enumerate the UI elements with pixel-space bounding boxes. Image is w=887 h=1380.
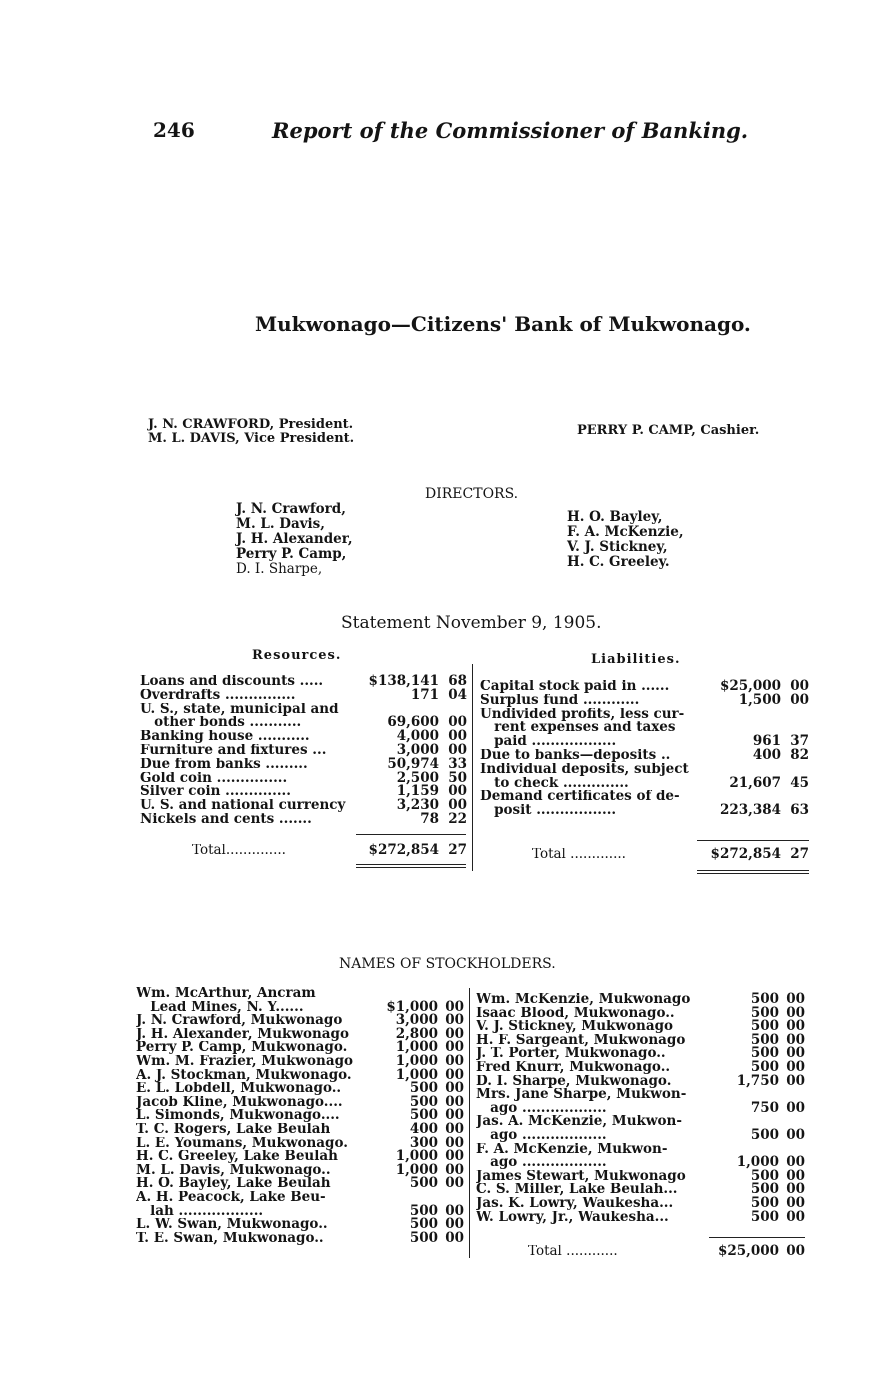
resource-label: Furniture and fixtures ... (140, 743, 327, 758)
liability-label: rent expenses and taxes (480, 721, 676, 736)
vice-president-line: M. L. DAVIS, Vice President. (148, 431, 355, 446)
liabilities-total-dollars: $272,854 (710, 846, 781, 862)
resource-row (140, 686, 467, 703)
stockholder-name: M. L. Davis, Mukwonago.. (136, 1163, 331, 1178)
director-name: H. C. Greeley. (567, 554, 670, 570)
stockholder-cents: 00 (445, 1093, 464, 1110)
resource-label: Loans and discounts ..... (140, 675, 324, 689)
stockholder-cents: 00 (786, 1208, 805, 1225)
stockholder-cents: 00 (445, 998, 464, 1015)
resources-double-rule (356, 867, 466, 868)
stockholder-name: J. H. Alexander, Mukwonago (136, 1027, 350, 1042)
stockholder-name: Wm. McKenzie, Mukwonago (476, 993, 691, 1007)
resource-dollars: 171 (410, 686, 439, 703)
stockholder-name: Lead Mines, N. Y...... (136, 1000, 304, 1015)
director-name: Perry P. Camp, (236, 546, 347, 562)
stockholder-name: E. L. Lobdell, Mukwonago.. (136, 1082, 342, 1096)
stockholder-dollars: 500 (750, 1058, 779, 1075)
stockholder-dollars: 1,000 (395, 1161, 438, 1178)
stockholder-dollars: 1,000 (395, 1052, 438, 1069)
stockholder-dollars: 1,000 (395, 1066, 438, 1083)
liability-dollars: 400 (752, 746, 781, 763)
stockholder-row (476, 1126, 805, 1143)
stockholder-name: H. O. Bayley, Lake Beulah (136, 1177, 331, 1191)
stockholder-name: Wm. M. Frazier, Mukwonago (136, 1054, 354, 1069)
stockholder-dollars: 500 (750, 1126, 779, 1143)
resource-label: Banking house ........... (140, 730, 310, 744)
resource-dollars: 69,600 (387, 714, 439, 731)
stockholder-name: H. C. Greeley, Lake Beulah (136, 1150, 338, 1164)
running-title: Report of the Commissioner of Banking. (272, 118, 749, 143)
stockholder-cents: 00 (445, 1066, 464, 1083)
liability-cents: 63 (790, 802, 809, 819)
liability-dollars: 21,607 (729, 774, 781, 791)
stockholder-cents: 00 (786, 1154, 805, 1171)
resource-dollars: 78 (420, 810, 439, 827)
stockholder-dollars: $1,000 (386, 998, 438, 1015)
stockholders-heading: NAMES OF STOCKHOLDERS. (339, 956, 556, 972)
liability-label: Capital stock paid in ...... (480, 680, 670, 694)
stockholders-left-table (136, 987, 464, 1245)
liabilities-heading: Liabilities. (591, 652, 681, 667)
stockholder-cents: 00 (445, 1052, 464, 1069)
stockholder-dollars: 3,000 (395, 1012, 438, 1029)
page-number: 246 (153, 118, 195, 142)
stockholders-total-dollars: $25,000 (717, 1243, 779, 1259)
stockholder-dollars: 500 (750, 1167, 779, 1184)
liability-label: posit ................. (480, 804, 617, 818)
resource-row (140, 799, 467, 813)
liability-label: Due to banks—deposits .. (480, 748, 671, 763)
director-name: H. O. Bayley, (567, 509, 663, 525)
stockholder-row (136, 1229, 464, 1246)
resources-total-cents: 27 (448, 842, 467, 858)
resource-cents: 33 (448, 755, 467, 772)
liability-dollars: $25,000 (719, 678, 781, 694)
stockholder-cents: 00 (786, 991, 805, 1007)
stockholder-name: H. F. Sargeant, Mukwonago (476, 1033, 686, 1048)
liability-row (480, 746, 809, 763)
resource-label: Due from banks ......... (140, 757, 308, 772)
resource-cents: 04 (448, 686, 467, 703)
director-name: D. I. Sharpe, (236, 561, 323, 577)
liability-dollars: 1,500 (738, 691, 781, 708)
stockholder-name: L. Simonds, Mukwonago.... (136, 1109, 340, 1123)
stockholder-row (476, 1099, 805, 1116)
stockholder-dollars: 400 (409, 1120, 438, 1137)
stockholder-cents: 00 (445, 1120, 464, 1137)
stockholder-name: Jas. K. Lowry, Waukesha... (476, 1196, 674, 1211)
stockholder-dollars: 500 (750, 991, 779, 1007)
resource-label: Nickels and cents ....... (140, 812, 312, 827)
liabilities-total-label: Total ............. (532, 848, 626, 862)
stockholder-name: Wm. McArthur, Ancram (136, 987, 316, 1001)
liability-cents: 45 (790, 774, 809, 791)
stockholder-dollars: 500 (750, 1181, 779, 1198)
stockholder-name: Jacob Kline, Mukwonago.... (136, 1095, 343, 1110)
resource-cents: 00 (448, 714, 467, 731)
stockholder-dollars: 500 (409, 1229, 438, 1246)
resources-total-dollars: $272,854 (368, 842, 439, 858)
liability-cents (781, 708, 809, 722)
resources-heading: Resources. (252, 648, 342, 663)
liability-cents: 00 (790, 691, 809, 708)
stockholders-total-cents: 00 (786, 1243, 805, 1259)
liabilities-total-cents: 27 (790, 846, 809, 862)
stockholder-dollars: 500 (409, 1093, 438, 1110)
liability-label: Surplus fund ............ (480, 693, 640, 708)
stockholder-dollars: 500 (750, 1031, 779, 1048)
stockholder-cents: 00 (786, 1018, 805, 1035)
stockholder-dollars: 300 (409, 1134, 438, 1151)
liability-label: Undivided profits, less cur- (480, 707, 685, 722)
stockholders-total-label: Total ............ (528, 1245, 618, 1259)
liability-label: Demand certificates of de- (480, 790, 680, 805)
directors-heading: DIRECTORS. (425, 486, 519, 502)
stockholder-dollars: 500 (750, 1045, 779, 1062)
stockholder-cents: 00 (786, 1181, 805, 1198)
statement-title: Statement November 9, 1905. (341, 613, 602, 633)
resource-dollars: 4,000 (396, 728, 439, 745)
stockholders-column-divider (469, 988, 470, 1258)
resource-label: Gold coin ............... (140, 771, 288, 786)
stockholder-name: V. J. Stickney, Mukwonago (476, 1020, 674, 1034)
stockholder-cents: 00 (445, 1039, 464, 1056)
resource-dollars: 3,000 (396, 741, 439, 758)
liability-row (480, 774, 809, 791)
stockholder-dollars: 500 (750, 1194, 779, 1211)
resource-cents: 00 (448, 741, 467, 758)
stockholder-cents: 00 (786, 1031, 805, 1048)
stockholder-cents: 00 (786, 1167, 805, 1184)
stockholder-name: D. I. Sharpe, Mukwonago. (476, 1074, 672, 1089)
stockholder-cents: 00 (445, 1080, 464, 1097)
stockholder-name: T. C. Rogers, Lake Beulah (136, 1122, 331, 1137)
stockholder-name: A. J. Stockman, Mukwonago. (136, 1068, 352, 1083)
stockholder-cents: 00 (445, 1161, 464, 1178)
stockholders-total-row (476, 1245, 805, 1259)
stockholder-dollars: 500 (409, 1216, 438, 1233)
director-name: J. H. Alexander, (236, 531, 353, 547)
resource-dollars: 3,230 (396, 797, 439, 814)
stockholder-row (476, 1072, 805, 1089)
stockholder-name: T. E. Swan, Mukwonago.. (136, 1231, 324, 1246)
stockholder-cents: 00 (445, 1148, 464, 1165)
stockholder-dollars: 500 (409, 1107, 438, 1124)
resource-cents: 00 (448, 797, 467, 814)
resources-table (140, 675, 467, 827)
stockholder-cents: 00 (445, 1025, 464, 1042)
stockholder-cents: 00 (786, 1194, 805, 1211)
stockholder-cents: 00 (445, 1216, 464, 1233)
stockholders-right-table (476, 993, 805, 1224)
stockholder-cents: 00 (445, 1107, 464, 1124)
stockholder-cents: 00 (786, 1004, 805, 1021)
stockholder-dollars: 1,000 (736, 1154, 779, 1171)
stockholder-cents: 00 (786, 1126, 805, 1143)
director-name: M. L. Davis, (236, 516, 325, 532)
stockholder-name: L. E. Youmans, Mukwonago. (136, 1136, 348, 1151)
stockholder-name: Isaac Blood, Mukwonago.. (476, 1006, 675, 1021)
stockholder-cents: 00 (786, 1045, 805, 1062)
president-line: J. N. CRAWFORD, President. (148, 417, 354, 432)
liability-dollars: 961 (752, 733, 781, 750)
stockholder-cents: 00 (445, 1175, 464, 1192)
stockholder-dollars: 500 (409, 1175, 438, 1192)
stockholder-name: James Stewart, Mukwonago (476, 1169, 686, 1184)
liability-dollars: 223,384 (719, 802, 781, 819)
stockholder-cents: 00 (445, 1202, 464, 1219)
resource-label: Overdrafts ............... (140, 688, 296, 703)
resource-dollars: $138,141 (368, 673, 439, 689)
resources-total-row (140, 844, 467, 858)
stockholder-name: J. N. Crawford, Mukwonago (136, 1014, 343, 1028)
liability-row (480, 691, 809, 708)
director-name: J. N. Crawford, (236, 501, 346, 517)
resources-total-label: Total.............. (192, 844, 286, 858)
column-divider (472, 664, 473, 871)
stockholder-name: ago .................. (476, 1101, 607, 1116)
resource-cents: 22 (448, 810, 467, 827)
liabilities-double-rule (697, 870, 809, 871)
stockholder-name: Fred Knurr, Mukwonago.. (476, 1060, 671, 1075)
resource-cents: 00 (448, 728, 467, 745)
stockholder-cents: 00 (445, 1012, 464, 1029)
liability-label: Individual deposits, subject (480, 762, 689, 777)
resource-cents: 00 (448, 783, 467, 800)
liability-cents: 37 (790, 733, 809, 750)
liability-cents: 00 (790, 678, 809, 694)
liabilities-table (480, 680, 809, 818)
resource-row (140, 810, 467, 827)
resource-dollars: 1,159 (396, 783, 439, 800)
stockholder-dollars: 1,000 (395, 1039, 438, 1056)
stockholder-cents: 00 (445, 1229, 464, 1246)
stockholder-name: F. A. McKenzie, Mukwon- (476, 1142, 668, 1157)
stockholder-name: Perry P. Camp, Mukwonago. (136, 1041, 348, 1055)
directors-right-list (567, 510, 684, 570)
stockholder-cents: 00 (786, 1058, 805, 1075)
liability-row (480, 708, 809, 722)
stockholder-dollars: 500 (750, 1018, 779, 1035)
liabilities-sum-rule (697, 840, 809, 841)
stockholder-name: A. H. Peacock, Lake Beu- (136, 1190, 326, 1205)
liabilities-total-row (480, 848, 809, 862)
stockholder-dollars: 2,800 (395, 1025, 438, 1042)
stockholder-name: Jas. A. McKenzie, Mukwon- (476, 1115, 682, 1129)
resource-label: other bonds ........... (140, 716, 302, 731)
resource-dollars: 2,500 (396, 769, 439, 786)
stockholder-dollars: 1,750 (736, 1072, 779, 1089)
resource-cents: 50 (448, 769, 467, 786)
stockholder-cents: 00 (786, 1072, 805, 1089)
stockholder-name: ago .................. (476, 1128, 607, 1143)
director-name: F. A. McKenzie, (567, 524, 684, 540)
stockholder-name: lah .................. (136, 1204, 264, 1219)
resource-dollars: 50,974 (387, 755, 439, 772)
stockholder-dollars: 500 (750, 1208, 779, 1225)
stockholder-cents: 00 (786, 1099, 805, 1116)
stockholder-dollars: 500 (750, 1004, 779, 1021)
resource-label: U. S. and national currency (140, 799, 346, 813)
liability-row (480, 804, 809, 818)
resource-label: U. S., state, municipal and (140, 702, 339, 717)
cashier-line: PERRY P. CAMP, Cashier. (577, 423, 760, 438)
stockholder-row (476, 1208, 805, 1225)
stockholder-cents: 00 (445, 1134, 464, 1151)
stockholder-name: W. Lowry, Jr., Waukesha... (476, 1210, 669, 1225)
stockholder-name: ago .................. (476, 1156, 607, 1170)
director-name: V. J. Stickney, (567, 539, 668, 555)
directors-left-list (236, 502, 353, 577)
stockholder-name: L. W. Swan, Mukwonago.. (136, 1218, 328, 1232)
resources-sum-rule (356, 834, 466, 835)
stockholder-name: Mrs. Jane Sharpe, Mukwon- (476, 1088, 687, 1102)
stockholder-name: C. S. Miller, Lake Beulah... (476, 1183, 678, 1197)
liability-dollars (701, 708, 781, 722)
stockholder-row (136, 1177, 464, 1191)
resource-cents: 68 (448, 673, 467, 689)
liability-cents: 82 (790, 746, 809, 763)
stockholder-dollars: 500 (409, 1080, 438, 1097)
resource-label: Silver coin .............. (140, 785, 291, 800)
stockholder-dollars: 750 (750, 1099, 779, 1116)
stockholder-dollars: 1,000 (395, 1148, 438, 1165)
stockholder-name: J. T. Porter, Mukwonago.. (476, 1047, 666, 1061)
liability-label: to check .............. (480, 776, 629, 791)
stockholder-dollars: 500 (409, 1202, 438, 1219)
resources-double-rule (356, 864, 466, 865)
bank-title: Mukwonago—Citizens' Bank of Mukwonago. (255, 312, 751, 336)
stockholders-sum-rule (709, 1237, 805, 1238)
liability-label: paid .................. (480, 735, 617, 749)
liabilities-double-rule (697, 873, 809, 874)
